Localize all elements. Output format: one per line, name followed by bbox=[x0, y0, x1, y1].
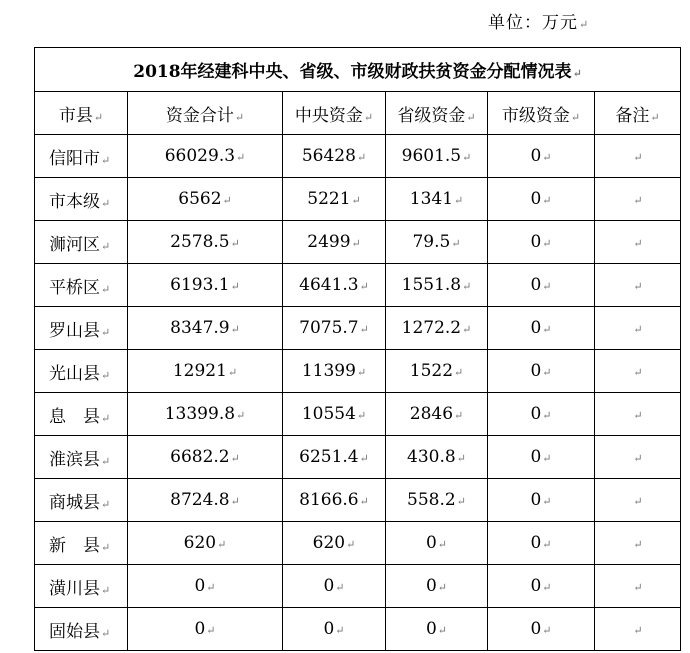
cell-central: 0↵ bbox=[283, 608, 386, 651]
header-remarks: 备注↵ bbox=[595, 92, 681, 135]
cell-region: 息 县↵ bbox=[35, 393, 128, 436]
table-row bbox=[35, 608, 681, 651]
header-row bbox=[35, 92, 681, 135]
cell-region: 罗山县↵ bbox=[35, 307, 128, 350]
cell-provincial: 1272.2↵ bbox=[386, 307, 488, 350]
cell-remarks: ↵ bbox=[595, 522, 681, 565]
cell-provincial: 0↵ bbox=[386, 522, 488, 565]
table-row bbox=[35, 307, 681, 350]
cell-remarks: ↵ bbox=[595, 264, 681, 307]
cell-total: 6562↵ bbox=[128, 178, 283, 221]
allocation-table bbox=[34, 47, 681, 651]
cell-provincial: 0↵ bbox=[386, 608, 488, 651]
cell-municipal: 0↵ bbox=[488, 608, 595, 651]
cell-central: 5221↵ bbox=[283, 178, 386, 221]
cell-provincial: 1551.8↵ bbox=[386, 264, 488, 307]
table-row bbox=[35, 393, 681, 436]
cell-total: 6682.2↵ bbox=[128, 436, 283, 479]
cell-central: 7075.7↵ bbox=[283, 307, 386, 350]
table-row bbox=[35, 479, 681, 522]
cell-provincial: 1522↵ bbox=[386, 350, 488, 393]
cell-remarks: ↵ bbox=[595, 178, 681, 221]
cell-municipal: 0↵ bbox=[488, 522, 595, 565]
cell-region: 新 县↵ bbox=[35, 522, 128, 565]
table-row bbox=[35, 178, 681, 221]
cell-municipal: 0↵ bbox=[488, 350, 595, 393]
cell-total: 8347.9↵ bbox=[128, 307, 283, 350]
header-central: 中央资金↵ bbox=[283, 92, 386, 135]
cell-municipal: 0↵ bbox=[488, 393, 595, 436]
cell-total: 620↵ bbox=[128, 522, 283, 565]
table-row bbox=[35, 565, 681, 608]
cell-central: 11399↵ bbox=[283, 350, 386, 393]
table-row bbox=[35, 436, 681, 479]
cell-total: 66029.3↵ bbox=[128, 135, 283, 178]
cell-region: 淮滨县↵ bbox=[35, 436, 128, 479]
cell-remarks: ↵ bbox=[595, 608, 681, 651]
cell-remarks: ↵ bbox=[595, 436, 681, 479]
cell-region: 平桥区↵ bbox=[35, 264, 128, 307]
cell-remarks: ↵ bbox=[595, 221, 681, 264]
unit-label: 单位：万元↵ bbox=[488, 13, 590, 33]
cell-total: 12921↵ bbox=[128, 350, 283, 393]
cell-central: 620↵ bbox=[283, 522, 386, 565]
cell-provincial: 0↵ bbox=[386, 565, 488, 608]
cell-provincial: 1341↵ bbox=[386, 178, 488, 221]
table-row bbox=[35, 264, 681, 307]
cell-municipal: 0↵ bbox=[488, 436, 595, 479]
cell-region: 光山县↵ bbox=[35, 350, 128, 393]
cell-provincial: 9601.5↵ bbox=[386, 135, 488, 178]
cell-central: 0↵ bbox=[283, 565, 386, 608]
cell-total: 0↵ bbox=[128, 565, 283, 608]
cell-municipal: 0↵ bbox=[488, 178, 595, 221]
cell-municipal: 0↵ bbox=[488, 479, 595, 522]
cell-region: 市本级↵ bbox=[35, 178, 128, 221]
cell-provincial: 79.5↵ bbox=[386, 221, 488, 264]
table-row bbox=[35, 221, 681, 264]
table-row bbox=[35, 135, 681, 178]
cell-remarks: ↵ bbox=[595, 307, 681, 350]
cell-provincial: 430.8↵ bbox=[386, 436, 488, 479]
cell-provincial: 2846↵ bbox=[386, 393, 488, 436]
cell-central: 4641.3↵ bbox=[283, 264, 386, 307]
cell-region: 信阳市↵ bbox=[35, 135, 128, 178]
cell-total: 13399.8↵ bbox=[128, 393, 283, 436]
cell-total: 8724.8↵ bbox=[128, 479, 283, 522]
cell-total: 0↵ bbox=[128, 608, 283, 651]
table-title: 2018年经建科中央、省级、市级财政扶贫资金分配情况表↵ bbox=[35, 48, 681, 92]
cell-municipal: 0↵ bbox=[488, 565, 595, 608]
cell-central: 10554↵ bbox=[283, 393, 386, 436]
cell-central: 8166.6↵ bbox=[283, 479, 386, 522]
header-municipal: 市级资金↵ bbox=[488, 92, 595, 135]
cell-municipal: 0↵ bbox=[488, 264, 595, 307]
table-row bbox=[35, 350, 681, 393]
header-total: 资金合计↵ bbox=[128, 92, 283, 135]
cell-remarks: ↵ bbox=[595, 135, 681, 178]
cell-remarks: ↵ bbox=[595, 393, 681, 436]
cell-central: 2499↵ bbox=[283, 221, 386, 264]
cell-central: 6251.4↵ bbox=[283, 436, 386, 479]
cell-municipal: 0↵ bbox=[488, 307, 595, 350]
title-row bbox=[35, 48, 681, 92]
cell-remarks: ↵ bbox=[595, 565, 681, 608]
cell-central: 56428↵ bbox=[283, 135, 386, 178]
cell-provincial: 558.2↵ bbox=[386, 479, 488, 522]
header-region: 市县↵ bbox=[35, 92, 128, 135]
cell-total: 6193.1↵ bbox=[128, 264, 283, 307]
table-row bbox=[35, 522, 681, 565]
cell-region: 商城县↵ bbox=[35, 479, 128, 522]
cell-region: 固始县↵ bbox=[35, 608, 128, 651]
header-provincial: 省级资金↵ bbox=[386, 92, 488, 135]
cell-municipal: 0↵ bbox=[488, 221, 595, 264]
cell-region: 浉河区↵ bbox=[35, 221, 128, 264]
cell-municipal: 0↵ bbox=[488, 135, 595, 178]
cell-total: 2578.5↵ bbox=[128, 221, 283, 264]
cell-remarks: ↵ bbox=[595, 479, 681, 522]
cell-remarks: ↵ bbox=[595, 350, 681, 393]
cell-region: 潢川县↵ bbox=[35, 565, 128, 608]
